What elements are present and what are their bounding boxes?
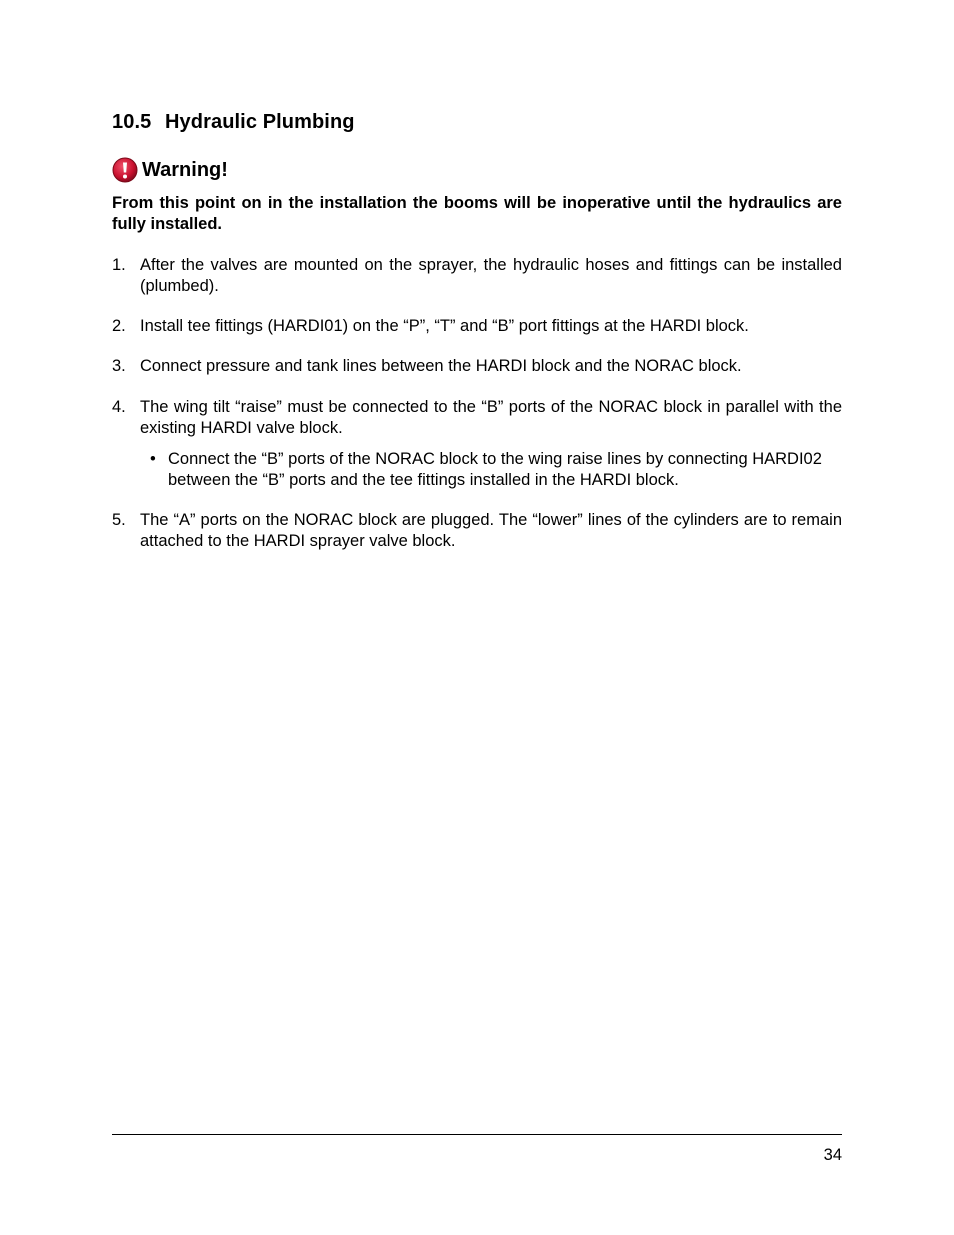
step-text: The wing tilt “raise” must be connected to the “B” ports of the NORAC block in parallel with the existing HARDI valve block. (140, 398, 842, 437)
sub-list-item (140, 449, 842, 491)
section-title: Hydraulic Plumbing (165, 111, 355, 133)
page-number: 34 (823, 1146, 842, 1164)
section-heading (112, 111, 355, 134)
warning-header (112, 157, 228, 183)
list-item (112, 316, 842, 337)
step-marker: 2. (112, 317, 126, 335)
sub-item-text: Connect the “B” ports of the NORAC block to the wing raise lines by connecting HARDI02 between the “B” ports and the tee fittings installed in the HARDI block. (168, 450, 822, 489)
step-text: Install tee fittings (HARDI01) on the “P”, “T” and “B” port fittings at the HARDI block. (140, 317, 749, 335)
steps-list (112, 255, 842, 552)
sub-list (140, 449, 842, 491)
step-text: After the valves are mounted on the sprayer, the hydraulic hoses and fittings can be installed (plumbed). (140, 256, 842, 295)
step-marker: 3. (112, 357, 126, 375)
exclamation-circle-icon (112, 157, 138, 183)
section-number: 10.5 (112, 111, 152, 133)
step-marker: 1. (112, 256, 126, 274)
step-text: Connect pressure and tank lines between the HARDI block and the NORAC block. (140, 357, 742, 375)
list-item (112, 356, 842, 377)
warning-text: From this point on in the installation the booms will be inoperative until the hydraulics are fully installed. (112, 194, 842, 233)
footer-divider (112, 1134, 842, 1135)
list-item (112, 397, 842, 491)
step-marker: 5. (112, 511, 126, 529)
warning-title: Warning! (142, 158, 228, 181)
document-page (112, 0, 842, 1235)
step-text: The “A” ports on the NORAC block are plugged. The “lower” lines of the cylinders are to remain attached to the HARDI sprayer valve block. (140, 511, 842, 550)
bullet-marker: • (150, 450, 156, 468)
list-item (112, 510, 842, 552)
step-marker: 4. (112, 398, 126, 416)
list-item (112, 255, 842, 297)
